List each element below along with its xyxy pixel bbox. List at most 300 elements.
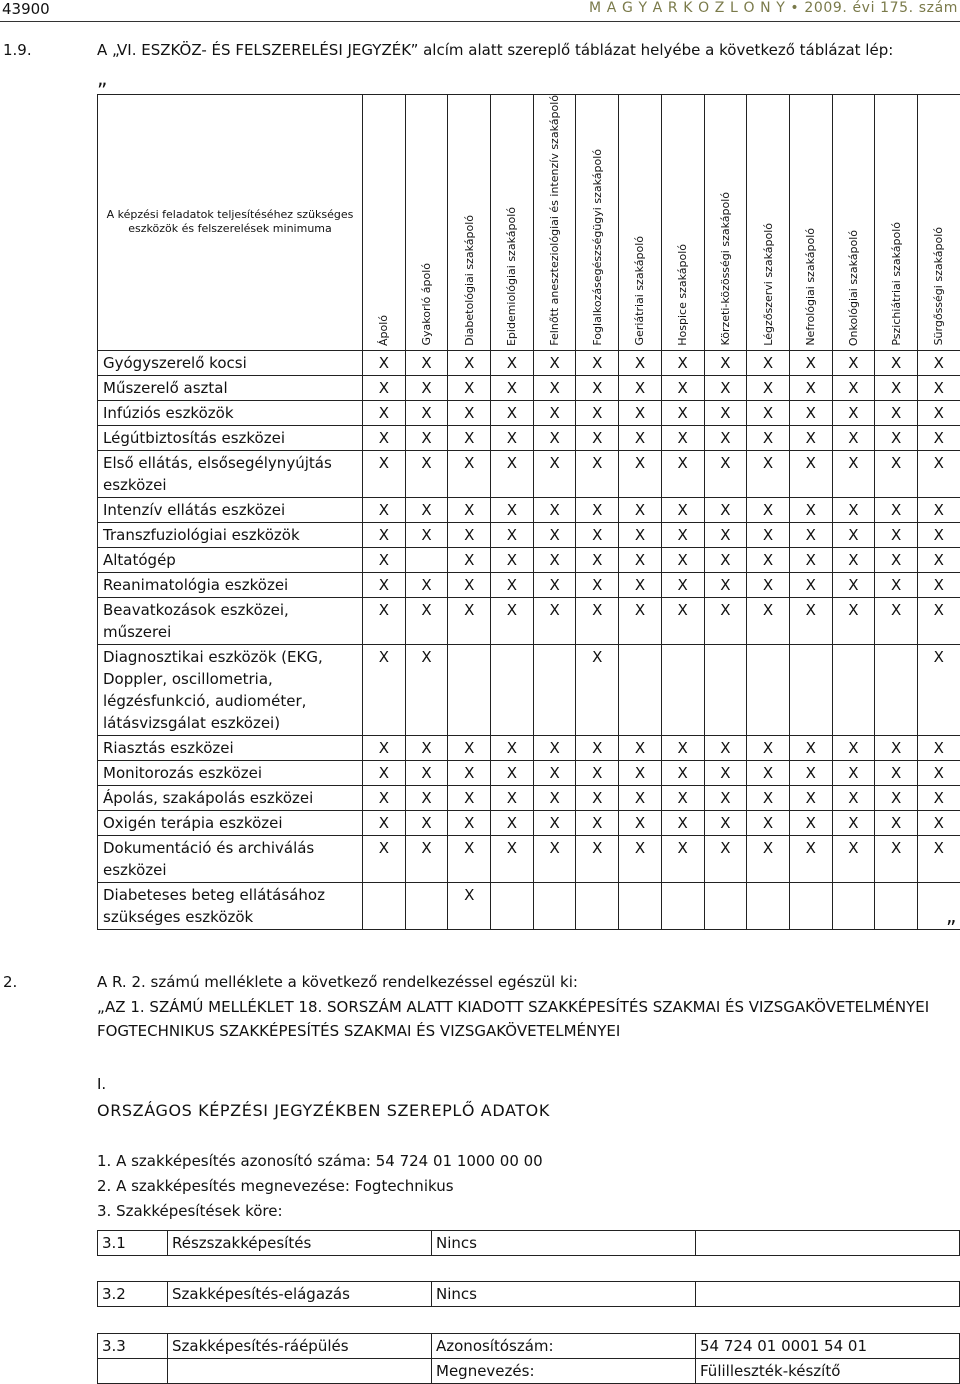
requirement-mark: X (363, 785, 406, 810)
requirement-mark: X (533, 547, 576, 572)
info-table-3-2 (97, 1281, 960, 1307)
requirement-mark: X (448, 882, 491, 929)
requirement-mark: X (789, 785, 832, 810)
requirement-mark: X (917, 835, 960, 882)
cell-value: Megnevezés: (432, 1359, 696, 1384)
requirement-mark: X (576, 785, 619, 810)
table-row (98, 1359, 960, 1384)
requirement-mark: X (448, 810, 491, 835)
requirement-mark: X (533, 597, 576, 644)
requirement-mark: X (747, 547, 790, 572)
requirement-mark: X (661, 450, 704, 497)
requirement-mark: X (576, 644, 619, 735)
requirement-mark: X (661, 760, 704, 785)
requirement-mark: X (491, 425, 534, 450)
requirement-mark: X (661, 810, 704, 835)
cell-extra: Fülilleszték-készítő (696, 1359, 960, 1384)
requirement-mark: X (363, 400, 406, 425)
requirement-mark: X (448, 497, 491, 522)
requirement-mark: X (576, 760, 619, 785)
requirement-mark: X (747, 572, 790, 597)
requirement-mark (533, 644, 576, 735)
requirement-mark: X (491, 375, 534, 400)
column-header (491, 95, 534, 351)
requirement-mark: X (491, 735, 534, 760)
requirement-mark: X (363, 572, 406, 597)
requirement-mark (448, 644, 491, 735)
requirement-mark: X (832, 597, 875, 644)
column-header (533, 95, 576, 351)
requirement-mark: X (491, 572, 534, 597)
column-header (363, 95, 406, 351)
cell-label (168, 1359, 432, 1384)
requirement-mark: X (789, 375, 832, 400)
requirement-mark (747, 882, 790, 929)
requirement-mark: X (704, 497, 747, 522)
column-header-label: Légzőszervi szakápoló (762, 223, 775, 346)
requirement-mark (875, 882, 918, 929)
requirement-mark: X (789, 497, 832, 522)
requirement-mark: X (789, 810, 832, 835)
table-row (98, 375, 960, 400)
requirement-mark: X (405, 644, 448, 735)
table-row (98, 882, 960, 929)
equipment-name: Monitorozás eszközei (98, 760, 363, 785)
requirement-mark: X (789, 522, 832, 547)
requirement-mark: X (405, 785, 448, 810)
requirement-mark: X (533, 810, 576, 835)
requirement-mark: X (448, 375, 491, 400)
requirement-mark: X (875, 760, 918, 785)
requirement-mark: X (704, 350, 747, 375)
requirement-mark: X (363, 644, 406, 735)
requirement-mark: X (832, 810, 875, 835)
requirement-mark: X (917, 547, 960, 572)
requirement-mark: X (363, 425, 406, 450)
list-item-1: 1. A szakképesítés azonosító száma: 54 724 01 1000 00 00 (97, 1152, 543, 1170)
requirement-mark: X (747, 835, 790, 882)
requirement-mark: X (917, 810, 960, 835)
requirement-mark: X (405, 350, 448, 375)
column-header (405, 95, 448, 351)
requirement-mark: X (832, 760, 875, 785)
column-header-label: Hospice szakápoló (676, 244, 689, 346)
requirement-mark: X (576, 810, 619, 835)
requirement-mark: X (832, 785, 875, 810)
requirement-mark: X (917, 375, 960, 400)
requirement-mark (533, 882, 576, 929)
requirement-mark: X (875, 375, 918, 400)
requirement-mark: X (917, 497, 960, 522)
requirement-mark: X (576, 375, 619, 400)
column-header (661, 95, 704, 351)
cell-code: 3.2 (98, 1282, 168, 1307)
requirement-mark: X (875, 400, 918, 425)
column-header-label: Körzeti-közösségi szakápoló (719, 192, 732, 345)
requirement-mark (832, 644, 875, 735)
requirement-mark: X (533, 450, 576, 497)
corner-header: A képzési feladatok teljesítéséhez szükséges eszközök és felszerelések minimuma (98, 95, 363, 351)
requirement-mark: X (491, 760, 534, 785)
cell-code (98, 1359, 168, 1384)
requirement-mark: X (448, 425, 491, 450)
requirement-mark: X (789, 835, 832, 882)
requirement-mark: X (533, 572, 576, 597)
requirement-mark: X (448, 572, 491, 597)
table-row (98, 1334, 960, 1359)
requirement-mark: X (832, 450, 875, 497)
requirement-mark: X (704, 735, 747, 760)
intro-text: A „VI. ESZKÖZ- ÉS FELSZERELÉSI JEGYZÉK” alcím alatt szereplő táblázat helyébe a következő táblázat lép: (97, 41, 893, 59)
requirement-mark: X (789, 597, 832, 644)
table-row (98, 350, 960, 375)
cell-extra (696, 1231, 960, 1256)
column-header-label: Felnőtt aneszteziológiai és intenzív szakápoló (548, 95, 561, 346)
requirement-mark: X (576, 497, 619, 522)
requirement-mark: X (917, 597, 960, 644)
requirement-mark: X (747, 597, 790, 644)
requirement-mark: X (747, 735, 790, 760)
section2-line2: FOGTECHNIKUS SZAKKÉPESÍTÉS SZAKMAI ÉS VIZSGAKÖVETELMÉNYEI (97, 1022, 620, 1040)
requirement-mark: X (491, 400, 534, 425)
table-header-row (98, 95, 960, 351)
column-header-label: Ápoló (377, 315, 390, 346)
requirement-mark: X (533, 760, 576, 785)
table-row (98, 760, 960, 785)
equipment-name: Első ellátás, elsősegélynyújtás eszközei (98, 450, 363, 497)
requirement-mark: X (704, 835, 747, 882)
requirement-mark: X (832, 735, 875, 760)
column-header-label: Gyakorló ápoló (420, 263, 433, 346)
requirement-mark: X (491, 450, 534, 497)
header-divider (0, 21, 960, 22)
requirement-mark: X (448, 835, 491, 882)
column-header-label: Nefrológiai szakápoló (804, 228, 817, 346)
equipment-name: Diabeteses beteg ellátásához szükséges eszközök (98, 882, 363, 929)
requirement-mark: X (747, 450, 790, 497)
list-item-2: 2. A szakképesítés megnevezése: Fogtechnikus (97, 1177, 454, 1195)
requirement-mark: X (533, 522, 576, 547)
requirement-mark: X (917, 450, 960, 497)
requirement-mark (363, 882, 406, 929)
requirement-mark: X (448, 597, 491, 644)
requirement-mark: X (491, 522, 534, 547)
column-header (875, 95, 918, 351)
equipment-name: Ápolás, szakápolás eszközei (98, 785, 363, 810)
requirement-mark: X (363, 810, 406, 835)
requirement-mark: X (747, 425, 790, 450)
requirement-mark: X (917, 785, 960, 810)
requirement-mark (405, 547, 448, 572)
requirement-mark: X (405, 375, 448, 400)
column-header (832, 95, 875, 351)
requirement-mark: X (619, 785, 662, 810)
requirement-mark: X (875, 572, 918, 597)
requirement-mark: X (917, 350, 960, 375)
requirement-mark: X (832, 400, 875, 425)
requirement-mark (619, 644, 662, 735)
requirement-mark: X (491, 810, 534, 835)
column-header-label: Onkológiai szakápoló (847, 230, 860, 346)
equipment-name: Oxigén terápia eszközei (98, 810, 363, 835)
requirement-mark: X (661, 522, 704, 547)
requirement-mark (789, 882, 832, 929)
column-header-label: Sürgősségi szakápoló (932, 227, 945, 345)
requirement-mark: X (576, 547, 619, 572)
requirement-mark: X (405, 425, 448, 450)
requirement-mark (619, 882, 662, 929)
requirement-mark: X (533, 735, 576, 760)
requirement-mark: X (747, 400, 790, 425)
requirement-mark: X (533, 785, 576, 810)
requirement-mark: X (619, 350, 662, 375)
requirement-mark: X (832, 497, 875, 522)
table-body (98, 350, 960, 929)
requirement-mark: X (661, 597, 704, 644)
requirement-mark: X (576, 400, 619, 425)
requirement-mark: X (363, 547, 406, 572)
requirement-mark: X (533, 400, 576, 425)
equipment-name: Diagnosztikai eszközök (EKG, Doppler, oscillometria, légzésfunkció, audiométer, látásvizsgálat eszközei) (98, 644, 363, 735)
opening-quote: „ (97, 66, 107, 90)
equipment-name: Beavatkozások eszközei, műszerei (98, 597, 363, 644)
equipment-name: Műszerelő asztal (98, 375, 363, 400)
requirement-mark: X (491, 597, 534, 644)
requirement-mark: X (619, 497, 662, 522)
requirement-mark: X (789, 547, 832, 572)
requirement-mark: X (491, 547, 534, 572)
table-row (98, 522, 960, 547)
page-number: 43900 (2, 0, 50, 18)
column-header (789, 95, 832, 351)
requirement-mark: X (576, 735, 619, 760)
requirement-mark: X (917, 735, 960, 760)
table-row (98, 547, 960, 572)
requirement-mark: X (789, 572, 832, 597)
requirement-mark: X (704, 810, 747, 835)
requirement-mark: X (448, 735, 491, 760)
requirement-mark: X (405, 597, 448, 644)
journal-header: M A G Y A R K Ö Z L Ö N Y • 2009. évi 175. szám (589, 0, 958, 16)
requirement-mark: X (619, 760, 662, 785)
requirement-mark (491, 882, 534, 929)
equipment-name: Intenzív ellátás eszközei (98, 497, 363, 522)
requirement-mark (789, 644, 832, 735)
requirement-mark: X (789, 450, 832, 497)
requirement-mark: X (619, 810, 662, 835)
info-table-3-1 (97, 1230, 960, 1256)
requirement-mark: X (661, 375, 704, 400)
requirement-mark: X (491, 785, 534, 810)
requirement-mark: X (789, 350, 832, 375)
requirement-mark (704, 644, 747, 735)
requirement-mark: X (533, 497, 576, 522)
requirement-mark: X (917, 522, 960, 547)
requirement-mark: X (661, 735, 704, 760)
section-number: 1.9. (3, 41, 32, 59)
requirement-mark: X (875, 497, 918, 522)
requirement-mark: X (533, 350, 576, 375)
requirement-mark: X (704, 375, 747, 400)
requirement-mark: X (405, 522, 448, 547)
requirement-mark: X (704, 760, 747, 785)
section2-line1: „AZ 1. SZÁMÚ MELLÉKLET 18. SORSZÁM ALATT KIADOTT SZAKKÉPESÍTÉS SZAKMAI ÉS VIZSGAKÖVETELMÉNYEI (97, 998, 929, 1016)
list-item-3: 3. Szakképesítések köre: (97, 1202, 283, 1220)
requirement-mark (576, 882, 619, 929)
cell-label: Szakképesítés-ráépülés (168, 1334, 432, 1359)
cell-extra: 54 724 01 0001 54 01 (696, 1334, 960, 1359)
column-header (576, 95, 619, 351)
requirement-mark: X (747, 375, 790, 400)
requirement-mark: X (875, 835, 918, 882)
requirement-mark: X (448, 760, 491, 785)
equipment-name: Altatógép (98, 547, 363, 572)
requirement-mark: X (832, 547, 875, 572)
requirement-mark: X (661, 835, 704, 882)
part-roman-numeral: I. (97, 1075, 106, 1093)
requirement-mark: X (619, 522, 662, 547)
cell-label: Részszakképesítés (168, 1231, 432, 1256)
requirement-mark: X (747, 760, 790, 785)
table-row (98, 785, 960, 810)
requirement-mark: X (619, 735, 662, 760)
requirement-mark: X (661, 497, 704, 522)
requirement-mark: X (448, 785, 491, 810)
table-row (98, 597, 960, 644)
requirement-mark: X (704, 547, 747, 572)
requirement-mark: X (832, 522, 875, 547)
requirement-mark: X (576, 450, 619, 497)
requirement-mark: X (576, 425, 619, 450)
requirement-mark (875, 644, 918, 735)
cell-extra (696, 1282, 960, 1307)
requirement-mark: X (789, 400, 832, 425)
requirement-mark: X (533, 835, 576, 882)
table-row (98, 400, 960, 425)
requirement-mark: X (832, 835, 875, 882)
equipment-name: Légútbiztosítás eszközei (98, 425, 363, 450)
requirement-mark: X (704, 400, 747, 425)
requirement-mark: X (405, 835, 448, 882)
equipment-name: Gyógyszerelő kocsi (98, 350, 363, 375)
section2-number: 2. (3, 973, 17, 991)
requirement-mark: X (405, 810, 448, 835)
equipment-name: Riasztás eszközei (98, 735, 363, 760)
requirement-mark: X (491, 835, 534, 882)
requirement-mark: X (875, 450, 918, 497)
requirement-mark: X (747, 785, 790, 810)
column-header-label: Pszichiátriai szakápoló (890, 222, 903, 346)
table-row (98, 425, 960, 450)
requirement-mark: X (917, 400, 960, 425)
requirement-mark: X (619, 547, 662, 572)
requirement-mark: X (619, 450, 662, 497)
requirement-mark: X (363, 760, 406, 785)
cell-value: Nincs (432, 1231, 696, 1256)
requirement-mark: X (661, 785, 704, 810)
info-table-3-3 (97, 1333, 960, 1384)
equipment-table (97, 94, 960, 930)
requirement-mark: X (619, 400, 662, 425)
requirement-mark: X (917, 760, 960, 785)
requirement-mark: X (917, 425, 960, 450)
table-row (98, 835, 960, 882)
table-row (98, 450, 960, 497)
cell-code: 3.1 (98, 1231, 168, 1256)
requirement-mark: X (661, 350, 704, 375)
table-row (98, 810, 960, 835)
requirement-mark: X (917, 572, 960, 597)
requirement-mark: X (875, 735, 918, 760)
requirement-mark: X (448, 400, 491, 425)
requirement-mark: X (363, 375, 406, 400)
requirement-mark: X (704, 450, 747, 497)
requirement-mark: X (619, 375, 662, 400)
requirement-mark (661, 644, 704, 735)
column-header-label: Foglalkozásegészségügyi szakápoló (591, 149, 604, 346)
requirement-mark: X (491, 497, 534, 522)
cell-value: Azonosítószám: (432, 1334, 696, 1359)
requirement-mark: X (363, 350, 406, 375)
requirement-mark: X (491, 350, 534, 375)
requirement-mark: X (619, 572, 662, 597)
table-row (98, 572, 960, 597)
requirement-mark: X (576, 522, 619, 547)
requirement-mark: X (363, 835, 406, 882)
column-header-label: Epidemiológiai szakápoló (505, 207, 518, 346)
column-header (747, 95, 790, 351)
requirement-mark: X (576, 597, 619, 644)
requirement-mark: X (448, 350, 491, 375)
requirement-mark: X (405, 450, 448, 497)
requirement-mark (832, 882, 875, 929)
cell-value: Nincs (432, 1282, 696, 1307)
requirement-mark: X (832, 572, 875, 597)
column-header (704, 95, 747, 351)
requirement-mark: X (661, 425, 704, 450)
requirement-mark: X (789, 760, 832, 785)
requirement-mark: X (363, 522, 406, 547)
column-header (917, 95, 960, 351)
requirement-mark: X (405, 760, 448, 785)
column-header-label: Geriátriai szakápoló (633, 236, 646, 345)
requirement-mark: X (619, 835, 662, 882)
equipment-name: Reanimatológia eszközei (98, 572, 363, 597)
requirement-mark (491, 644, 534, 735)
equipment-name: Infúziós eszközök (98, 400, 363, 425)
requirement-mark: X (704, 522, 747, 547)
requirement-mark: X (875, 597, 918, 644)
requirement-mark: X (405, 572, 448, 597)
requirement-mark: X (704, 572, 747, 597)
requirement-mark: X (704, 785, 747, 810)
requirement-mark: X (832, 375, 875, 400)
requirement-mark: X (875, 810, 918, 835)
requirement-mark: X (405, 400, 448, 425)
requirement-mark: X (704, 597, 747, 644)
table-row (98, 644, 960, 735)
requirement-mark: X (576, 350, 619, 375)
requirement-mark: X (832, 350, 875, 375)
requirement-mark: X (405, 497, 448, 522)
cell-code: 3.3 (98, 1334, 168, 1359)
table-row (98, 735, 960, 760)
requirement-mark: X (875, 522, 918, 547)
requirement-mark: X (576, 835, 619, 882)
requirement-mark: X (363, 497, 406, 522)
requirement-mark: X (875, 350, 918, 375)
requirement-mark: X (661, 572, 704, 597)
